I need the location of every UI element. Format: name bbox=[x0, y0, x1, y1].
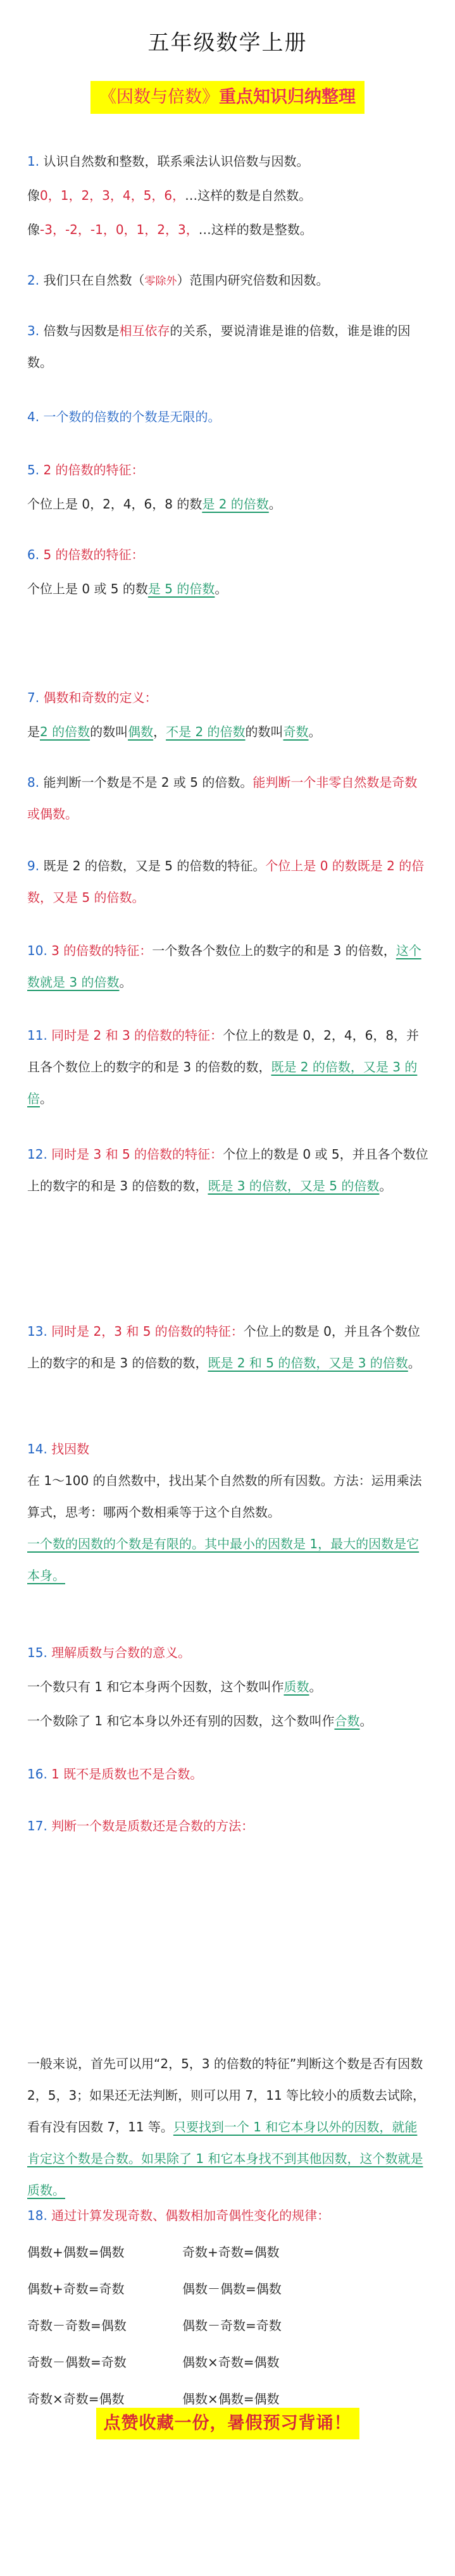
text: 。 bbox=[40, 1091, 53, 1106]
highlight-text: 3 的倍数的特征： bbox=[51, 943, 153, 958]
highlight-text: 质数 bbox=[284, 1679, 309, 1694]
point-number: 11. bbox=[27, 1028, 47, 1043]
text: 。 bbox=[308, 724, 321, 739]
highlight-text: 是 2 的倍数 bbox=[202, 496, 269, 512]
highlight-text: 找因数 bbox=[51, 1441, 90, 1457]
text: 。 bbox=[215, 581, 228, 596]
text: 在 1～100 的自然数中，找出某个自然数的所有因数。方法：运用乘法算式，思考：哪两个数相乘等于这个自然数。 bbox=[27, 1473, 422, 1520]
point-number: 12. bbox=[27, 1147, 47, 1162]
point-15-prime bbox=[27, 1671, 428, 1703]
highlight-text: 2 的倍数 bbox=[40, 724, 90, 739]
point-7-detail bbox=[27, 716, 428, 748]
highlight-text: 既是 2 的倍数，又是 3 的倍 bbox=[27, 1059, 418, 1106]
subtitle-book: 《因数与倍数》 bbox=[99, 87, 219, 107]
text: 是 bbox=[27, 724, 40, 739]
point-number: 16. bbox=[27, 1766, 47, 1782]
point-number: 3. bbox=[27, 323, 40, 338]
table-cell: 偶数×奇数=偶数 bbox=[182, 2355, 280, 2370]
point-number: 6. bbox=[27, 547, 40, 562]
text: 一个数除了 1 和它本身以外还有别的因数，这个数叫作 bbox=[27, 1713, 335, 1729]
table-cell: 偶数×偶数=偶数 bbox=[182, 2391, 280, 2407]
table-row bbox=[27, 2271, 428, 2307]
text: 。 bbox=[268, 496, 282, 512]
point-7 bbox=[27, 682, 428, 713]
highlight-text: 同时是 2，3 和 5 的倍数的特征： bbox=[51, 1324, 244, 1339]
text: 个位上是 0 或 5 的数 bbox=[27, 581, 148, 596]
text: 个位上的数是 0，2，4，6，8，并且各个数位上的数字的和是 3 的倍数的数， bbox=[27, 1028, 420, 1075]
table-row bbox=[27, 2234, 428, 2271]
point-number: 2. bbox=[27, 273, 40, 288]
text: …这样的数是自然数。 bbox=[185, 188, 312, 203]
text: 像 bbox=[27, 222, 40, 237]
text: 。 bbox=[119, 975, 132, 990]
highlight-text: 只要找到一个 1 和它本身以外的因数，就能肯定这个数是合数。如果除了 1 和它本身找不到其他因数，这个数就是质数。 bbox=[27, 2119, 423, 2198]
highlight-text: 合数 bbox=[334, 1713, 360, 1729]
highlight-text: 这个数就是 3 的倍数 bbox=[27, 943, 421, 990]
text: 的数叫 bbox=[90, 724, 128, 739]
point-8 bbox=[27, 767, 428, 830]
table-cell: 偶数－奇数=奇数 bbox=[182, 2318, 282, 2333]
point-15 bbox=[27, 1637, 428, 1668]
point-11 bbox=[27, 1020, 428, 1114]
point-1-natural bbox=[27, 180, 428, 211]
point-text: 偶数和奇数的定义： bbox=[43, 690, 158, 705]
point-1 bbox=[27, 145, 428, 177]
point-16 bbox=[27, 1758, 428, 1790]
point-15-composite bbox=[27, 1705, 428, 1737]
point-14 bbox=[27, 1433, 428, 1591]
text: 个位上是 0，2，4，6，8 的数 bbox=[27, 496, 203, 512]
text: 个位上的数是 0 或 5，并且各个数位上的数字的和是 3 的倍数的数， bbox=[27, 1147, 428, 1193]
point-number: 8. bbox=[27, 775, 40, 790]
point-number: 9. bbox=[27, 858, 40, 873]
table-cell: 偶数+偶数=偶数 bbox=[27, 2245, 125, 2260]
highlight-text: 理解质数与合数的意义。 bbox=[51, 1645, 191, 1660]
highlight-text: 偶数 bbox=[128, 724, 154, 739]
highlight-text: 个位上是 0 的数既是 2 的倍数，又是 5 的倍数。 bbox=[27, 858, 425, 905]
subtitle-rest: 重点知识归纳整理 bbox=[219, 87, 356, 107]
text: 我们只在自然数（ bbox=[43, 273, 145, 288]
text: 像 bbox=[27, 188, 40, 203]
text: 的关系，要说清谁是谁的倍数，谁是谁的因数。 bbox=[27, 323, 411, 370]
table-cell: 奇数－奇数=偶数 bbox=[27, 2318, 127, 2333]
point-text: 5 的倍数的特征： bbox=[43, 547, 144, 562]
point-number: 17. bbox=[27, 1818, 47, 1833]
point-1-integer bbox=[27, 214, 428, 245]
table-row bbox=[27, 2307, 428, 2344]
table-cell: 偶数－偶数=偶数 bbox=[182, 2281, 282, 2296]
highlight-text: 奇数 bbox=[283, 724, 309, 739]
table-cell: 奇数×奇数=偶数 bbox=[27, 2391, 125, 2407]
table-cell: 奇数－偶数=奇数 bbox=[27, 2355, 127, 2370]
point-17-detail bbox=[27, 2048, 428, 2206]
parity-table bbox=[27, 2234, 428, 2417]
point-text: 认识自然数和整数，联系乘法认识倍数与因数。 bbox=[43, 154, 309, 169]
page-title: 五年级数学上册 bbox=[147, 30, 308, 56]
point-2 bbox=[27, 264, 428, 297]
text: 既是 2 的倍数，又是 5 的倍数的特征。 bbox=[43, 858, 266, 873]
text: 一个数只有 1 和它本身两个因数，这个数叫作 bbox=[27, 1679, 284, 1694]
highlight-text: 能判断一个非零自然数是奇数或偶数。 bbox=[27, 775, 418, 822]
point-9 bbox=[27, 850, 428, 913]
point-12 bbox=[27, 1138, 428, 1202]
point-number: 10. bbox=[27, 943, 47, 958]
table-cell: 偶数+奇数=奇数 bbox=[27, 2281, 125, 2296]
highlight-text: 一个数的因数的个数是有限的。其中最小的因数是 1，最大的因数是它本身。 bbox=[27, 1536, 420, 1583]
point-number: 4. bbox=[27, 409, 40, 424]
point-6-detail bbox=[27, 573, 428, 605]
highlight-text: 不是 2 的倍数 bbox=[166, 724, 246, 739]
text: ）范围内研究倍数和因数。 bbox=[177, 273, 329, 288]
point-13 bbox=[27, 1316, 428, 1379]
text: 。 bbox=[309, 1679, 322, 1694]
point-18 bbox=[27, 2200, 428, 2231]
point-text: 判断一个数是质数还是合数的方法： bbox=[51, 1818, 254, 1833]
point-number: 18. bbox=[27, 2208, 47, 2223]
text: 一个数各个数位上的数字的和是 3 的倍数， bbox=[152, 943, 396, 958]
point-text: 一个数的倍数的个数是无限的。 bbox=[43, 409, 221, 424]
subtitle bbox=[90, 81, 365, 114]
number-sequence: -3，-2，-1，0，1，2，3， bbox=[40, 222, 199, 237]
text: …这样的数是整数。 bbox=[198, 222, 313, 237]
point-5 bbox=[27, 454, 428, 486]
highlight-text: 是 5 的倍数 bbox=[147, 581, 215, 596]
number-sequence: 0，1，2，3，4，5，6， bbox=[40, 188, 185, 203]
highlight-text: 既是 3 的倍数，又是 5 的倍数 bbox=[208, 1178, 380, 1193]
table-row bbox=[27, 2344, 428, 2381]
point-text: 2 的倍数的特征： bbox=[43, 462, 144, 478]
point-number: 5. bbox=[27, 462, 40, 478]
point-number: 15. bbox=[27, 1645, 47, 1660]
point-3 bbox=[27, 315, 428, 378]
text: 。 bbox=[408, 1355, 421, 1371]
point-17 bbox=[27, 1810, 428, 1842]
text: 倍数与因数是 bbox=[43, 323, 120, 338]
point-5-detail bbox=[27, 488, 428, 520]
point-number: 13. bbox=[27, 1324, 47, 1339]
highlight-text: 相互依存 bbox=[119, 323, 170, 338]
highlight-text: 同时是 3 和 5 的倍数的特征： bbox=[51, 1147, 223, 1162]
text: 。 bbox=[359, 1713, 373, 1729]
point-number: 14. bbox=[27, 1441, 47, 1457]
table-cell: 奇数+奇数=偶数 bbox=[182, 2245, 280, 2260]
text: 个位上的数是 0，并且各个数位上的数字的和是 3 的倍数的数， bbox=[27, 1324, 420, 1371]
text: 的数叫 bbox=[245, 724, 284, 739]
footer-text: 点赞收藏一份，暑假预习背诵！ bbox=[96, 2408, 359, 2439]
point-text: 通过计算发现奇数、偶数相加奇偶性变化的规律： bbox=[51, 2208, 330, 2223]
highlight-text: 既是 2 和 5 的倍数，又是 3 的倍数 bbox=[208, 1355, 408, 1371]
point-10 bbox=[27, 935, 428, 998]
highlight-text: 零除外 bbox=[144, 275, 177, 288]
point-text: 1 既不是质数也不是合数。 bbox=[51, 1766, 203, 1782]
subtitle-banner bbox=[0, 81, 455, 114]
point-6 bbox=[27, 539, 428, 570]
highlight-text: 同时是 2 和 3 的倍数的特征： bbox=[51, 1028, 223, 1043]
text: 一般来说，首先可以用“2，5，3 的倍数的特征”判断这个数是否有因数 2，5，3；如果还无法判断，则可以用 7，11 等比较小的质数去试除，看有没有因数 7，11 等。 bbox=[27, 2056, 426, 2135]
text: 能判断一个数是不是 2 或 5 的倍数。 bbox=[43, 775, 253, 790]
text: 。 bbox=[379, 1178, 392, 1193]
point-4 bbox=[27, 401, 428, 433]
point-number: 7. bbox=[27, 690, 40, 705]
point-number: 1. bbox=[27, 154, 40, 169]
text: ， bbox=[153, 724, 166, 739]
footer-banner bbox=[0, 2408, 455, 2439]
